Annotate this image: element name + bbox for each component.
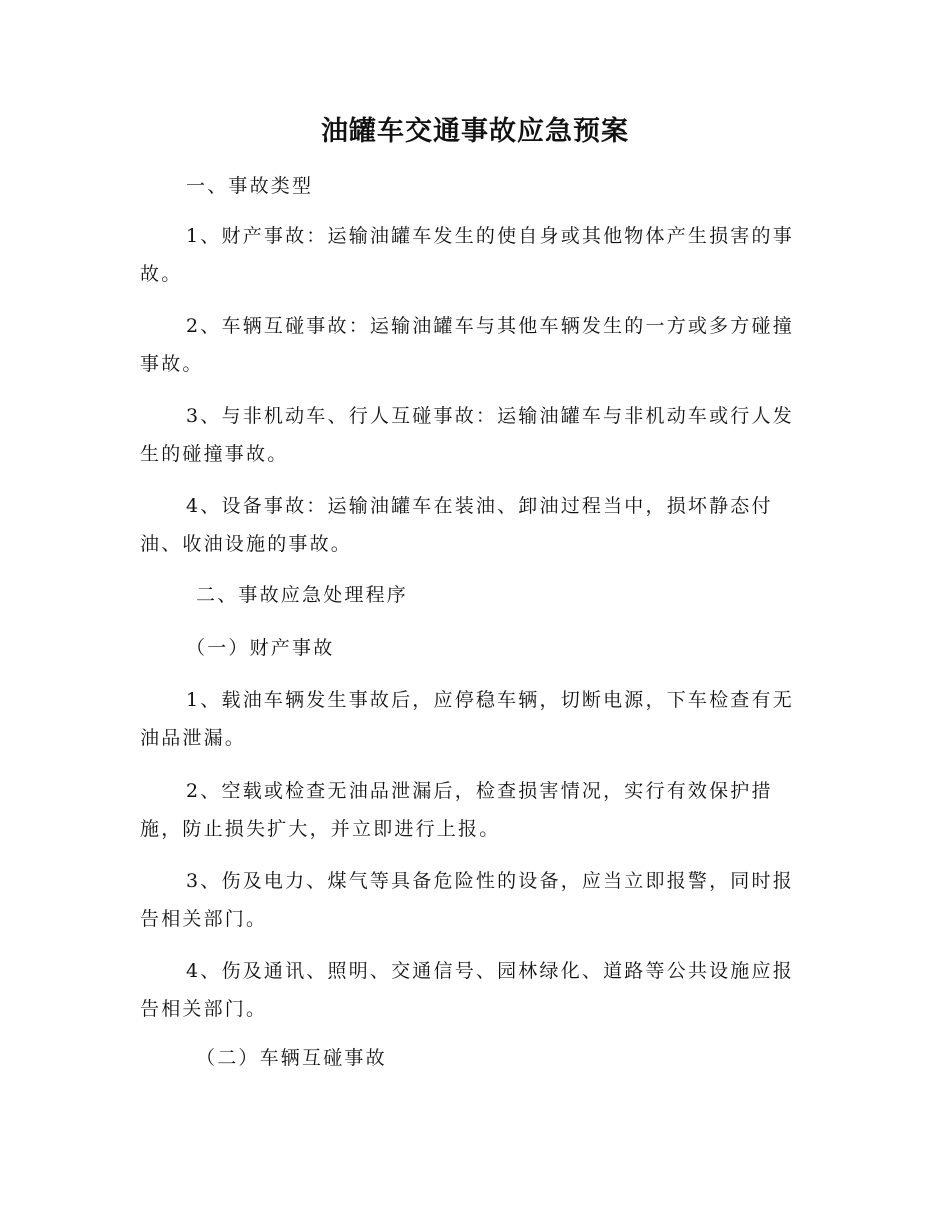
paragraph-protective-measures bbox=[140, 772, 773, 848]
paragraph-line: 告相关部门。 bbox=[140, 998, 268, 1020]
section-heading-emergency-procedure: 二、事故应急处理程序 bbox=[196, 584, 409, 606]
paragraph-public-facilities bbox=[140, 952, 794, 1028]
paragraph-line: 4、伤及通讯、照明、交通信号、园林绿化、道路等公共设施应报 bbox=[186, 960, 794, 982]
paragraph-line: 2、空载或检查无油品泄漏后，检查损害情况，实行有效保护措 bbox=[186, 780, 773, 802]
paragraph-line: 1、载油车辆发生事故后，应停稳车辆，切断电源，下车检查有无 bbox=[186, 689, 794, 711]
section-heading-accident-types: 一、事故类型 bbox=[186, 175, 314, 197]
paragraph-line: 3、与非机动车、行人互碰事故：运输油罐车与非机动车或行人发 bbox=[186, 405, 794, 427]
paragraph-line: 故。 bbox=[140, 263, 183, 285]
paragraph-check-leakage bbox=[140, 681, 794, 757]
paragraph-line: 事故。 bbox=[140, 353, 204, 375]
paragraph-equipment-accident bbox=[140, 487, 773, 563]
paragraph-line: 油品泄漏。 bbox=[140, 727, 247, 749]
paragraph-vehicle-collision bbox=[140, 307, 794, 383]
paragraph-line: 2、车辆互碰事故：运输油罐车与其他车辆发生的一方或多方碰撞 bbox=[186, 315, 794, 337]
paragraph-property-accident bbox=[140, 217, 794, 293]
paragraph-line: 告相关部门。 bbox=[140, 908, 268, 930]
paragraph-line: 施，防止损失扩大，并立即进行上报。 bbox=[140, 818, 501, 840]
document-title: 油罐车交通事故应急预案 bbox=[321, 116, 629, 147]
paragraph-line: 1、财产事故：运输油罐车发生的使自身或其他物体产生损害的事 bbox=[186, 225, 794, 247]
paragraph-pedestrian-collision bbox=[140, 397, 794, 473]
paragraph-dangerous-equipment bbox=[140, 862, 794, 938]
paragraph-line: 4、设备事故：运输油罐车在装油、卸油过程当中，损坏静态付 bbox=[186, 495, 773, 517]
subsection-heading-property-accident: （一）财产事故 bbox=[186, 637, 335, 659]
paragraph-line: 油、收油设施的事故。 bbox=[140, 533, 353, 555]
paragraph-line: 3、伤及电力、煤气等具备危险性的设备，应当立即报警，同时报 bbox=[186, 870, 794, 892]
subsection-heading-vehicle-collision: （二）车辆互碰事故 bbox=[196, 1047, 387, 1069]
paragraph-line: 生的碰撞事故。 bbox=[140, 443, 289, 465]
